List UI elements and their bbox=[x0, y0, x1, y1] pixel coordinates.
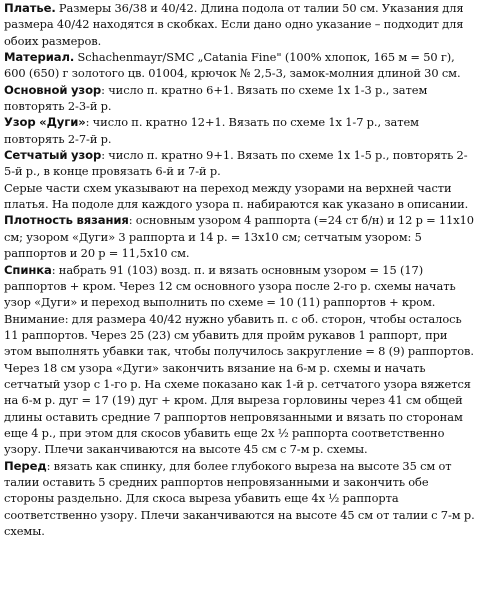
label-gauge: Плотность вязания bbox=[4, 213, 129, 228]
text-gray-parts-note: Серые части схем указывают на переход между узорами на верхней части платья. На подоле для каждого узора п. набираются как указано в описании. bbox=[4, 180, 469, 212]
label-arcs-pattern: Узор «Дуги» bbox=[4, 115, 86, 130]
label-back: Спинка bbox=[4, 262, 52, 277]
paragraph-front bbox=[4, 458, 478, 540]
text-arcs-pattern: : число п. кратно 12+1. Вязать по схеме 1х 1-7 р., затем повторять 2-7-й р. bbox=[4, 115, 419, 146]
label-material: Материал. bbox=[4, 50, 75, 65]
text-back: : набрать 91 (103) возд. п. и вязать основным узором = 15 (17) раппортов + кром. Через 12 см основного узора после 2-го р. схемы начать узор «Дуги» и переход выполнить по схеме = 10 (11) раппортов + кром. Внимание: для размера 40/42 нужно убавить п. с об. сторон, чтобы осталось 11 раппортов. Через 25 (23) см убавить для пройм рукавов 1 раппорт, при этом выполнять убавки так, чтобы получилось закругление = 8 (9) раппортов. Через 18 см узора «Дуги» закончить вязание на 6-м р. схемы и начать сетчатый узор с 1-го р. На схеме показано как 1-й р. сетчатого узора вяжется на 6-м р. дуг = 17 (19) дуг + кром. Для выреза горловины через 41 см общей длины оставить средние 7 раппортов непровязанными и вязать по сторонам еще 4 р., при этом для скосов убавить еще 2х ½ раппорта соответственно узору. Плечи заканчиваются на высоте 45 см с 7-м р. схемы. bbox=[4, 262, 474, 457]
paragraph-main-pattern bbox=[4, 82, 478, 115]
label-mesh-pattern: Сетчатый узор bbox=[4, 148, 102, 163]
paragraph-back bbox=[4, 262, 478, 458]
paragraph-gray-parts-note bbox=[4, 180, 478, 213]
paragraph-gauge bbox=[4, 212, 478, 261]
text-gauge: : основным узором 4 раппорта (=24 ст б/н) и 12 р = 11х10 см; узором «Дуги» 3 раппорта и 14 р. = 13х10 см; сетчатым узором: 5 раппортов и 20 р = 11,5х10 см. bbox=[4, 213, 475, 261]
text-material: Schachenmayr/SMC „Catania Fine" (100% хлопок, 165 м = 50 г), 600 (650) г золотого цв. 01004, крючок № 2,5-3, замок-молния длиной 30 см. bbox=[4, 50, 461, 81]
paragraph-arcs-pattern bbox=[4, 114, 478, 147]
paragraph-dress bbox=[4, 0, 478, 49]
paragraph-material bbox=[4, 49, 478, 82]
text-mesh-pattern: : число п. кратно 9+1. Вязать по схеме 1х 1-5 р., повторять 2-5-й р., в конце провязать 6-й и 7-й р. bbox=[4, 148, 468, 179]
text-dress: Размеры 36/38 и 40/42. Длина подола от талии 50 см. Указания для размера 40/42 находятся в скобках. Если дано одно указание – подходит для обоих размеров. bbox=[4, 1, 464, 48]
paragraph-mesh-pattern bbox=[4, 147, 478, 180]
label-dress: Платье. bbox=[4, 1, 56, 15]
label-front: Перед bbox=[4, 458, 47, 473]
text-front: : вязать как спинку, для более глубокого выреза на высоте 35 см от талии оставить 5 средних раппортов непровязанными и закончить обе стороны раздельно. Для скоса выреза убавить еще 4х ½ раппорта соответственно узору. Плечи заканчиваются на высоте 45 см от талии с 7-м р. схемы. bbox=[4, 458, 475, 538]
text-main-pattern: : число п. кратно 6+1. Вязать по схеме 1х 1-3 р., затем повторять 2-3-й р. bbox=[4, 82, 428, 114]
label-main-pattern: Основной узор bbox=[4, 82, 102, 97]
